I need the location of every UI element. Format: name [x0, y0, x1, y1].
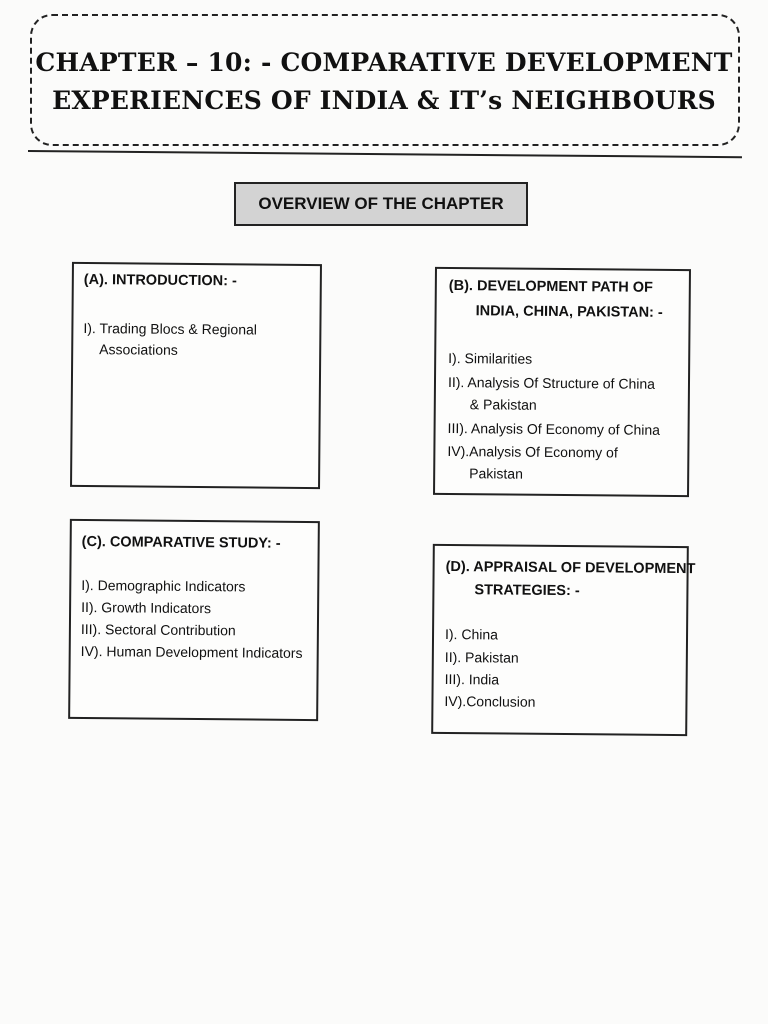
section-appraisal-box: [431, 544, 696, 736]
section-d-item: III). India: [444, 670, 500, 688]
section-d-heading-line-2: STRATEGIES: -: [474, 582, 580, 600]
overview-heading: OVERVIEW OF THE CHAPTER: [234, 182, 528, 226]
chapter-title-line-1: CHAPTER – 10: - COMPARATIVE DEVELOPMENT: [35, 48, 733, 77]
section-b-item: & Pakistan: [469, 396, 537, 413]
section-introduction-box: [70, 262, 322, 489]
section-b-heading-line-1: (B). DEVELOPMENT PATH OF: [448, 278, 653, 296]
section-c-item: I). Demographic Indicators: [81, 577, 246, 595]
section-c-heading: (C). COMPARATIVE STUDY: -: [81, 534, 281, 552]
section-b-item: I). Similarities: [448, 350, 533, 367]
section-b-item: II). Analysis Of Structure of China: [447, 374, 656, 392]
section-c-item: IV). Human Development Indicators: [80, 643, 303, 661]
section-d-item: II). Pakistan: [444, 648, 519, 666]
section-comparative-study-box: [68, 519, 320, 721]
chapter-title-line-2: EXPERIENCES OF INDIA & IT’s NEIGHBOURS: [52, 86, 716, 115]
section-b-item: III). Analysis Of Economy of China: [447, 420, 661, 438]
section-a-heading: (A). INTRODUCTION: -: [83, 272, 237, 290]
section-a-item: I). Trading Blocs & Regional: [83, 320, 258, 338]
section-development-path-box: [433, 267, 691, 497]
section-a-item: Associations: [99, 341, 178, 358]
section-c-item: II). Growth Indicators: [81, 599, 212, 617]
section-d-item: IV).Conclusion: [444, 692, 536, 710]
title-frame: [30, 14, 740, 146]
section-b-heading-line-2: INDIA, CHINA, PAKISTAN: -: [475, 303, 663, 321]
section-b-item: IV).Analysis Of Economy of: [447, 443, 618, 461]
section-b-item: Pakistan: [469, 465, 523, 482]
section-d-heading-line-1: (D). APPRAISAL OF DEVELOPMENT: [445, 558, 696, 578]
section-c-item: III). Sectoral Contribution: [80, 621, 236, 639]
title-underline: [28, 150, 742, 158]
section-d-item: I). China: [444, 625, 499, 643]
